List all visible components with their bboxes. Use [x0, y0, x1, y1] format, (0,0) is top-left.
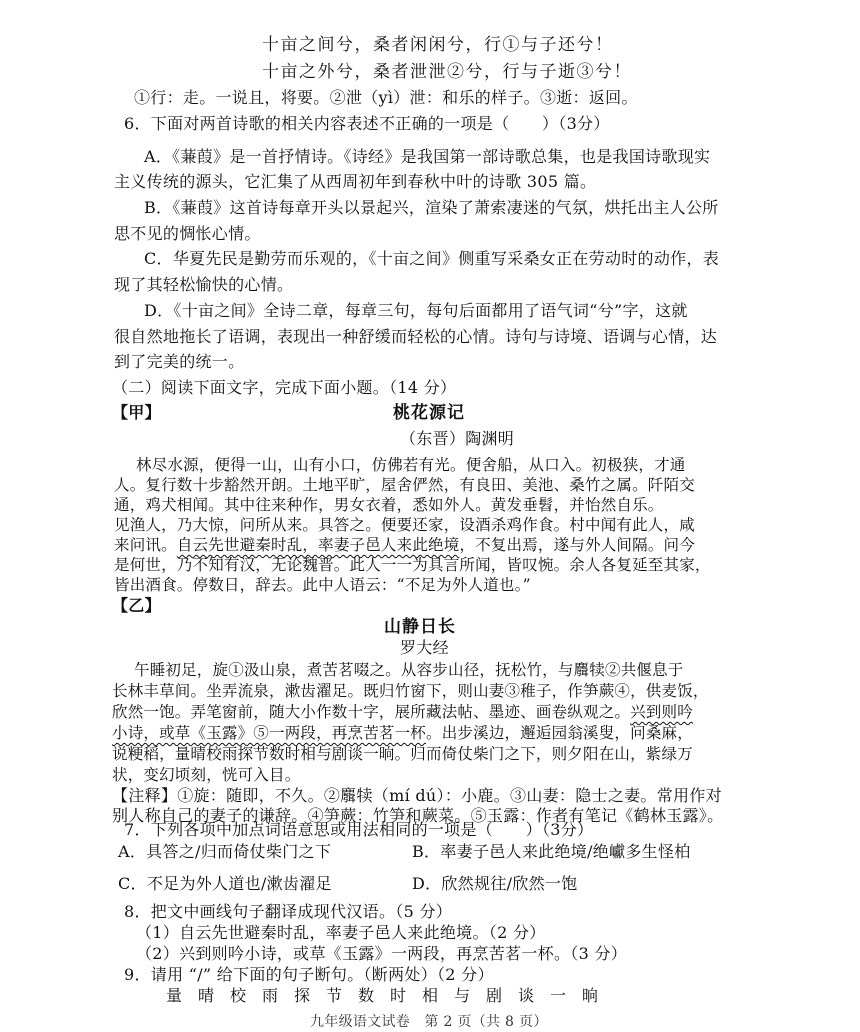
- q6-option-d-line2: 很自然地拖长了语调，表现出一种舒缓而轻松的心情。诗句与诗境、语调与心情，达: [114, 327, 718, 346]
- yi-underlined-sentence-start: 兴到则吟: [630, 703, 693, 721]
- q7-option-b: B．率妻子邑人来此绝境/绝巘多生怪柏: [412, 842, 691, 861]
- q6-option-d-line3: 到了完美的统一。: [114, 352, 245, 371]
- yi-notes-line2: 别人称自己的妻子的谦辞。④笋蕨：竹笋和蕨菜。⑤玉露：作者有笔记《鹤林玉露》。: [112, 806, 724, 825]
- poem-line-2: 十亩之外兮，桑者泄泄②兮，行与子逝③兮！: [262, 62, 632, 82]
- q9-sentence: 量晴校雨探节数时相与剧谈一晌: [166, 986, 615, 1005]
- jia-underlined-sentence: 自云先世避秦时乱，率妻子邑人来此绝境: [176, 536, 460, 554]
- yi-para-line2: 长林丰草间。坐弄流泉，漱齿濯足。既归竹窗下，则山妻③稚子，作笋蕨④，供麦饭，: [112, 682, 709, 700]
- yi-para-line6: 状，变幻顷刻，恍可入目。: [112, 766, 301, 784]
- yi-para-line5: 说粳稻，量晴校雨探节数时相与剧谈一晌。归而倚仗柴门之下，则夕阳在山，紫绿万: [112, 745, 693, 763]
- q6-option-b-line1: B．《蒹葭》这首诗每章开头以景起兴，渲染了萧索凄迷的气氛，烘托出主人公所: [144, 198, 719, 217]
- q8-stem: 8．把文中画线句子翻译成现代汉语。（5 分）: [124, 902, 453, 921]
- jia-title: 桃花源记: [393, 403, 465, 423]
- q6-option-b-line2: 思不见的惆怅心情。: [114, 224, 261, 243]
- jia-text: 来问讯。: [114, 536, 177, 554]
- jia-para-line3: 通，鸡犬相闻。其中往来种作，男女衣着，悉如外人。黄发垂髫，并怡然自乐。: [114, 496, 664, 514]
- section-heading: （二）阅读下面文字，完成下面小题。（14 分）: [112, 378, 457, 397]
- q7-option-c: C．不足为外人道也/漱齿濯足: [118, 874, 332, 893]
- jia-text: ，不复出焉，遂与外人间隔。问今: [459, 536, 695, 554]
- page-footer: 九年级语文试卷 第 2 页（共 8 页）: [310, 1014, 548, 1030]
- yi-text: 欣然一饱。弄笔窗前，随大小作数十字，展所藏法帖、墨迹、画卷纵观之。: [112, 703, 631, 721]
- jia-label: 【甲】: [112, 403, 161, 422]
- jia-para-line1: 林尽水源，便得一山，山有小口，仿佛若有光。便舍船，从口入。初极狭，才通: [136, 456, 686, 474]
- yi-underlined-sentence-end: 小诗，或草《玉露》⑤一两段，再烹苦茗一杯: [112, 724, 427, 742]
- q7-stem: 7．下列各项中加点词语意思或用法相同的一项是（ ）（3分）: [124, 820, 594, 839]
- q6-option-c-line1: C．华夏先民是勤劳而乐观的，《十亩之间》侧重写采桑女正在劳动时的动作，表: [144, 249, 720, 268]
- jia-para-line7: 皆出酒食。停数日，辞去。此中人语云：“不足为外人道也。”: [114, 576, 531, 594]
- q6-option-a-line1: A．《蒹葭》是一首抒情诗。《诗经》是我国第一部诗歌总集，也是我国诗歌现实: [144, 147, 711, 166]
- jia-author: （东晋）陶渊明: [400, 429, 515, 448]
- poem-notes: ①行：走。一说且，将要。②泄（yì）泄：和乐的样子。③逝：返回。: [134, 88, 638, 107]
- jia-para-line2: 人。复行数十步豁然开朗。土地平旷，屋舍俨然，有良田、美池、桑竹之属。阡陌交: [114, 476, 695, 494]
- yi-title: 山静日长: [384, 617, 456, 637]
- yi-text: 。出步溪边，邂逅园翁溪叟，问桑麻，: [426, 724, 693, 742]
- poem-line-1: 十亩之间兮，桑者闲闲兮，行①与子还兮！: [262, 35, 614, 55]
- jia-para-line5: [114, 535, 695, 555]
- jia-para-line4: 见渔人，乃大惊，问所从来。具答之。便要还家，设酒杀鸡作食。村中闻有此人，咸: [114, 516, 695, 534]
- yi-para-line4: [112, 723, 693, 743]
- q7-option-d: D．欣然规往/欣然一饱: [412, 874, 578, 893]
- yi-notes-line1: 【注释】①旋：随即，不久。②麛犊（mí dú）：小鹿。③山妻：隐士之妻。常用作对: [112, 786, 722, 805]
- yi-label: 【乙】: [112, 596, 161, 615]
- q6-option-c-line2: 现了其轻松愉快的心情。: [114, 275, 294, 294]
- yi-para-line1: 午睡初足，旋①汲山泉，煮苦茗啜之。从容步山径，抚松竹，与麛犊②共偃息于: [134, 661, 684, 679]
- q6-option-d-line1: D．《十亩之间》全诗二章，每章三句，每句后面都用了语气词“兮”字，这就: [144, 301, 688, 320]
- q9-stem: 9．请用 “/” 给下面的句子断句。（断两处）（2 分）: [124, 965, 494, 984]
- q6-stem: 6．下面对两首诗歌的相关内容表述不正确的一项是（ ）（3分）: [124, 114, 610, 133]
- q8-sentence-2: （2）兴到则吟小诗，或草《玉露》一两段，再烹苦茗一杯。（3 分）: [136, 944, 628, 963]
- q7-option-a: A．具答之/归而倚仗柴门之下: [118, 842, 332, 861]
- yi-author: 罗大经: [400, 638, 449, 657]
- q8-sentence-1: （1）自云先世避秦时乱，率妻子邑人来此绝境。（2 分）: [136, 923, 546, 942]
- jia-para-line6: 是何世，乃不知有汉，无论魏晋。此人一一为具言所闻，皆叹惋。余人各复延至其家，: [114, 556, 711, 574]
- yi-para-line3: [112, 702, 693, 722]
- q6-option-a-line2: 主义传统的源头，它汇集了从西周初年到春秋中叶的诗歌 305 篇。: [114, 172, 597, 191]
